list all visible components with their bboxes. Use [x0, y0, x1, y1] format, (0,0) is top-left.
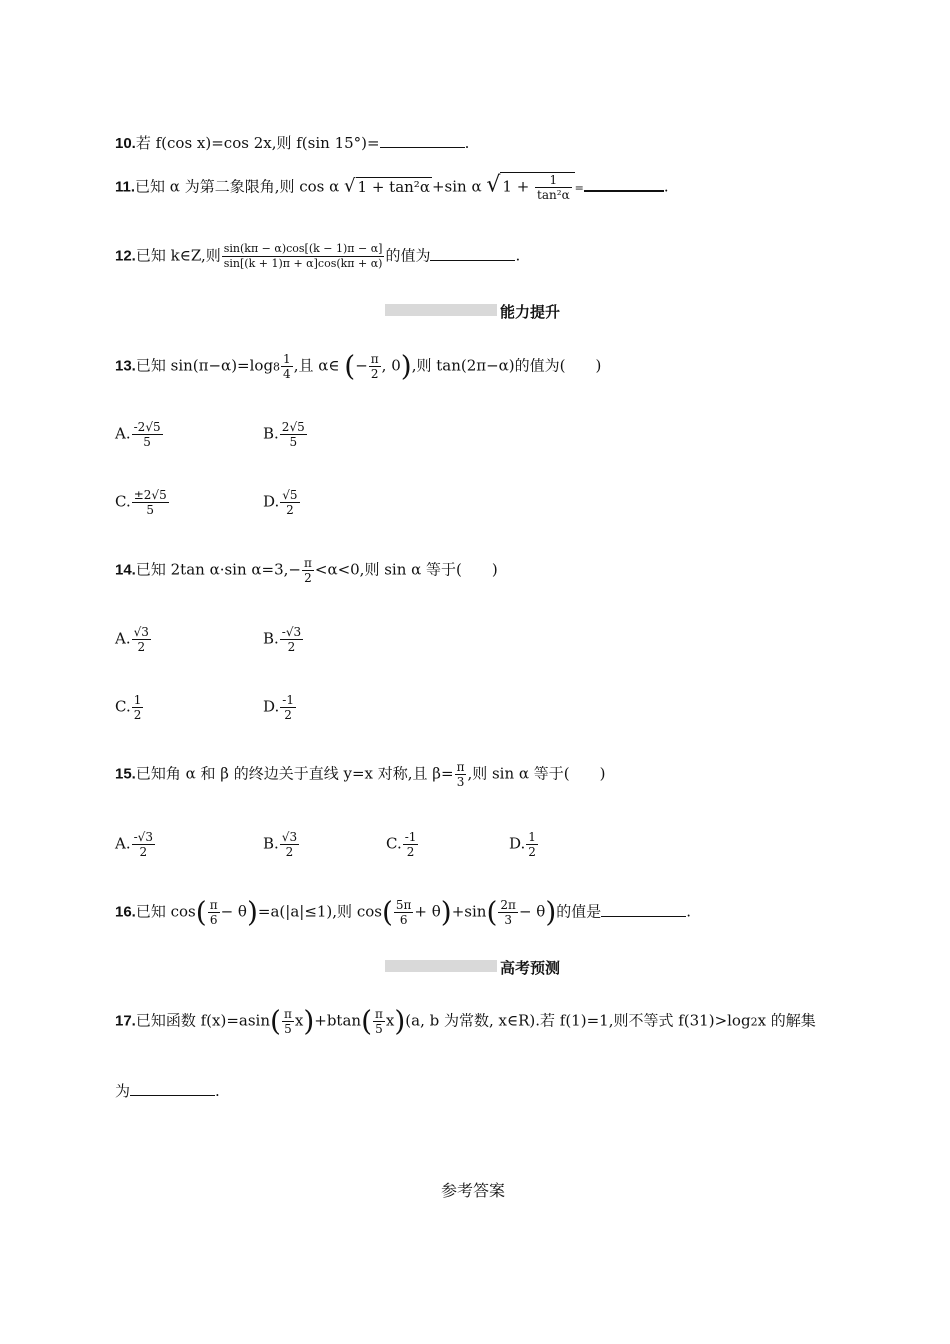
question-text-end: <α<0,则 sin α 等于( )	[314, 560, 498, 579]
term: + θ	[414, 902, 441, 921]
answer-blank	[430, 259, 515, 261]
sign: ±2	[133, 488, 152, 502]
question-number: 15.	[115, 765, 136, 783]
question-text-end: 的值为	[385, 246, 431, 265]
radicand: 3	[293, 625, 302, 639]
term: x	[385, 1011, 395, 1030]
numerator: 5π	[395, 898, 412, 912]
option-fraction	[132, 625, 151, 654]
option-label: B.	[263, 629, 279, 648]
period: .	[515, 246, 521, 265]
option-label: C.	[115, 697, 131, 716]
question-14	[115, 556, 498, 585]
radicand: 3	[289, 830, 298, 844]
radicand: 3	[141, 625, 149, 639]
question-text: 已知 α 为第二象限角,则 cos α	[135, 177, 340, 196]
radicand: 5	[289, 488, 298, 502]
option-fraction	[280, 625, 303, 654]
right-paren: )	[400, 349, 412, 383]
question-text-mid-2: +sin	[451, 902, 487, 921]
denominator: 5	[375, 1022, 383, 1036]
left-paren: (	[361, 1004, 372, 1038]
option-15-a[interactable]	[115, 830, 156, 859]
denominator: 2	[406, 845, 415, 859]
numerator: -2√5	[133, 420, 161, 434]
numerator: π	[456, 760, 465, 774]
question-text: 已知 sin(π−α)=log	[135, 356, 274, 375]
numerator: π	[370, 352, 379, 366]
denominator: 2	[370, 367, 379, 381]
denominator: 5	[284, 1022, 292, 1036]
denominator: 2	[284, 708, 292, 722]
denominator: 2	[139, 845, 148, 859]
option-fraction	[132, 420, 163, 449]
section-title-forecast: 高考预测	[500, 960, 561, 977]
period: .	[215, 1082, 220, 1100]
numerator: π	[375, 1007, 383, 1021]
sqrt-sign: √	[344, 175, 356, 197]
fraction	[222, 242, 385, 271]
option-label: D.	[263, 492, 280, 511]
denominator: 2	[286, 503, 294, 517]
numerator: 2√5	[281, 420, 305, 434]
numerator: 2π	[500, 898, 516, 912]
right-paren: )	[545, 895, 557, 929]
option-fraction	[280, 420, 307, 449]
fraction	[394, 898, 414, 927]
sign: 2	[281, 420, 290, 434]
option-14-b[interactable]	[263, 625, 304, 654]
fraction	[282, 1007, 294, 1036]
numerator: 1	[528, 830, 536, 844]
numerator: √3	[281, 830, 298, 844]
denominator: 2	[287, 640, 296, 654]
numerator: sin(kπ − α)cos[(k − 1)π − α]	[223, 242, 383, 255]
section-bar	[385, 304, 497, 316]
fraction	[373, 1007, 385, 1036]
question-text-mid: =a(|a|≤1),则 cos	[257, 902, 382, 921]
numerator: π	[209, 898, 218, 912]
question-number: 14.	[115, 561, 136, 579]
numerator: π	[303, 556, 312, 570]
right-paren: )	[394, 1004, 406, 1038]
option-13-a[interactable]	[115, 420, 164, 449]
left-paren: (	[344, 349, 356, 383]
question-number: 17.	[115, 1012, 136, 1030]
option-15-d[interactable]	[509, 830, 539, 859]
log-base: 2	[750, 1015, 758, 1029]
numerator: 1	[535, 173, 572, 188]
option-label: C.	[115, 492, 131, 511]
option-fraction	[280, 488, 299, 517]
denominator: 5	[289, 435, 298, 449]
interval-end: , 0	[381, 356, 401, 375]
section-title-ability: 能力提升	[500, 304, 561, 321]
question-text: 已知 cos	[135, 902, 196, 921]
log-base: 8	[273, 360, 281, 374]
sqrt-sign-2: √	[486, 172, 501, 198]
sign: -	[133, 830, 138, 844]
question-text: 若 f(cos x)=cos 2x,则 f(sin 15°)=	[135, 134, 380, 152]
question-text: 为	[115, 1082, 131, 1100]
option-label: B.	[263, 834, 279, 853]
denominator: 5	[146, 503, 155, 517]
fraction	[498, 898, 518, 927]
question-15	[115, 760, 606, 789]
equals: =	[574, 181, 584, 195]
question-13	[115, 349, 602, 383]
radicand: 1 + tan²α	[357, 177, 430, 196]
answer-blank	[601, 915, 686, 917]
question-text-mid: +sin α	[431, 177, 482, 196]
option-label: B.	[263, 424, 279, 443]
option-13-c[interactable]	[115, 488, 170, 517]
numerator: -√3	[133, 830, 153, 844]
option-fraction	[526, 830, 538, 859]
numerator: -1	[404, 830, 417, 844]
answer-blank	[584, 189, 664, 192]
question-text-mid: ,且 α∈	[293, 356, 340, 375]
radicand-2	[500, 172, 574, 202]
option-13-b[interactable]	[263, 420, 308, 449]
option-label: A.	[115, 834, 131, 853]
answer-blank	[380, 146, 465, 148]
term: − θ	[518, 902, 546, 921]
denominator: 4	[283, 367, 291, 381]
denominator: 3	[456, 775, 465, 789]
question-11	[115, 172, 669, 202]
numerator: -1	[282, 693, 294, 707]
radicand: 5	[152, 420, 161, 434]
option-14-d[interactable]	[263, 693, 297, 722]
question-17-line2	[115, 1080, 220, 1101]
denominator: 6	[399, 913, 408, 927]
option-15-c[interactable]	[386, 830, 419, 859]
option-label: D.	[509, 834, 526, 853]
numerator: π	[283, 1007, 292, 1021]
denominator: 3	[504, 913, 512, 927]
question-text: 已知函数 f(x)=asin	[135, 1011, 271, 1030]
question-number: 13.	[115, 357, 136, 375]
question-number: 11.	[115, 178, 136, 196]
denominator: sin[(k + 1)π + α]cos(kπ + α)	[223, 257, 383, 270]
option-fraction	[132, 693, 144, 722]
fraction	[281, 352, 293, 381]
denominator: 2	[528, 845, 536, 859]
numerator: √5	[282, 488, 298, 502]
answer-blank	[130, 1094, 215, 1096]
radicand: 5	[297, 420, 305, 434]
denominator: tan²α	[537, 188, 570, 202]
option-label: A.	[115, 424, 131, 443]
option-fraction	[403, 830, 419, 859]
question-number: 16.	[115, 903, 136, 921]
denominator: 6	[209, 913, 218, 927]
right-paren: )	[246, 895, 258, 929]
radicand: 5	[159, 488, 167, 502]
fraction	[535, 173, 572, 202]
sign: -	[281, 625, 286, 639]
radicand: 3	[145, 830, 153, 844]
numerator: 1	[133, 693, 142, 707]
question-number: 10.	[115, 135, 136, 152]
period: .	[686, 902, 692, 921]
radicand-prefix: 1 +	[502, 177, 535, 196]
question-number: 12.	[115, 247, 136, 265]
denominator: 5	[143, 435, 151, 449]
minus: −	[355, 356, 368, 375]
fraction	[208, 898, 220, 927]
question-text-mid: +btan	[314, 1011, 362, 1030]
question-12	[115, 242, 520, 271]
section-bar	[385, 960, 497, 972]
left-paren: (	[195, 895, 207, 929]
left-paren: (	[381, 895, 393, 929]
denominator: 2	[285, 845, 294, 859]
numerator: 1	[283, 352, 291, 366]
right-paren: )	[303, 1004, 315, 1038]
option-14-c[interactable]	[115, 693, 144, 722]
question-16	[115, 895, 692, 929]
option-fraction	[280, 830, 299, 859]
option-fraction	[280, 693, 296, 722]
period: .	[663, 177, 669, 196]
numerator: -√3	[281, 625, 302, 639]
numerator: √3	[133, 625, 149, 639]
left-paren: (	[486, 895, 498, 929]
fraction-pi	[302, 556, 314, 585]
answers-heading: 参考答案	[441, 1181, 506, 1200]
option-13-d[interactable]	[263, 488, 301, 517]
question-17	[115, 1004, 816, 1038]
option-label: A.	[115, 629, 131, 648]
option-14-a[interactable]	[115, 625, 152, 654]
denominator: 2	[304, 571, 312, 585]
question-10	[115, 132, 469, 153]
question-text-end: ,则 tan(2π−α)的值为( )	[411, 356, 602, 375]
question-text: 已知 k∈Z,则	[135, 246, 221, 265]
option-fraction	[132, 488, 169, 517]
question-text: 已知角 α 和 β 的终边关于直线 y=x 对称,且 β=	[135, 764, 454, 783]
option-label: C.	[386, 834, 402, 853]
left-paren: (	[270, 1004, 281, 1038]
option-label: D.	[263, 697, 280, 716]
denominator: 2	[133, 708, 142, 722]
question-text: 已知 2tan α·sin α=3,	[135, 560, 289, 579]
question-text-end: 的值是	[556, 902, 602, 921]
question-text-end-2: x 的解集	[757, 1011, 816, 1030]
term: − θ	[220, 902, 247, 921]
fraction-pi	[369, 352, 381, 381]
period: .	[464, 134, 470, 152]
question-text-end: (a, b 为常数, x∈R).若 f(1)=1,则不等式 f(31)>log	[405, 1011, 751, 1030]
option-fraction	[132, 830, 155, 859]
numerator: ±2√5	[133, 488, 167, 502]
term: x	[294, 1011, 304, 1030]
question-text-end: ,则 sin α 等于( )	[467, 764, 606, 783]
denominator: 2	[137, 640, 146, 654]
option-15-b[interactable]	[263, 830, 300, 859]
sign: -2	[133, 420, 146, 434]
fraction-pi	[455, 760, 467, 789]
right-paren: )	[440, 895, 452, 929]
minus: −	[288, 560, 301, 579]
